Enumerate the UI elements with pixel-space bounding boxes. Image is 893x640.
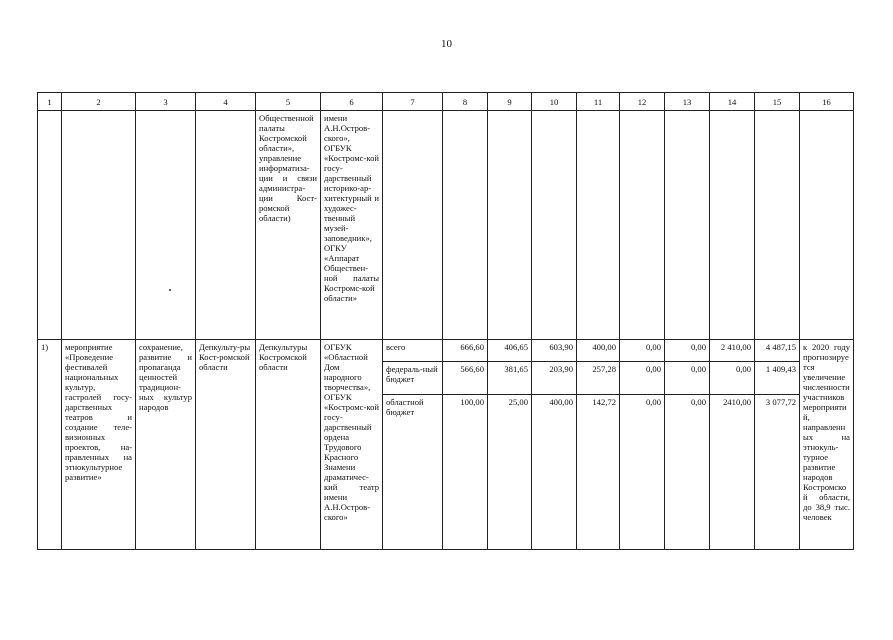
funding-total: 3 077,72 [765,397,796,407]
column-number: 15 [755,93,800,111]
funding-value: 603,90 [532,340,576,362]
page-number: 10 [441,38,452,50]
funding-value: 0,00 [690,397,706,407]
funding-total: 1 409,43 [755,362,799,395]
participants: ОГБУК «Областной Дом народного творчества», ОГБУК «Костромс-кой госу-дарственный ордена Трудового Красного Знамени драматичес-кий театр имени А.Н.Остров-ского» [321,340,383,550]
continued-row [38,111,854,340]
funding-total: 4 487,15 [755,340,799,362]
row-number: 1) [38,340,62,550]
funding-source: всего [383,340,442,362]
funding-value: 666,60 [443,340,487,362]
column-number: 14 [710,93,755,111]
table-cell: Общественной палаты Костромской области», управление информатиза-ции и связи администра-ции Кост-ромской области) [256,111,321,340]
column-number: 5 [256,93,321,111]
funding-value: 100,00 [460,397,484,407]
program-table [37,92,854,550]
expected-result: к 2020 году прогнозируется увеличение численности участников мероприятий, направленных на этнокуль-турное развитие народов Костромской области, до 38,9 тыс. человек [800,340,854,550]
funding-value: 0,00 [620,340,664,362]
funding-value: 2410,00 [723,397,751,407]
funding-value: 0,00 [710,362,754,395]
table-row [38,340,854,550]
funding-source: областной бюджет [386,397,424,417]
funding-value: 142,72 [592,397,616,407]
co-executor: Депкультуры Костромской области [256,340,321,550]
column-number: 7 [383,93,443,111]
column-number: 2 [62,93,136,111]
funding-value: 0,00 [665,340,709,362]
responsible-executor: Депкульту-ры Кост-ромской области [196,340,256,550]
column-number: 9 [488,93,532,111]
column-number: 16 [800,93,854,111]
funding-value: 566,60 [443,362,487,395]
funding-value: 381,65 [488,362,531,395]
column-number: 8 [443,93,488,111]
column-number: 13 [665,93,710,111]
funding-value: 400,00 [549,397,573,407]
funding-value: 0,00 [620,362,664,395]
column-number: 6 [321,93,383,111]
column-number-row [38,93,854,111]
funding-value: 0,00 [645,397,661,407]
column-number: 10 [532,93,577,111]
table-cell: имени А.Н.Остров-ского», ОГБУК «Костромс-кой госу-дарственный историко-ар-хитектурный и художес-твенный музей-заповедник», ОГКУ «Аппарат Обществен-ной палаты Костромс-кой области» [321,111,383,340]
funding-source-cell [383,340,443,550]
column-number: 1 [38,93,62,111]
funding-value: 257,28 [577,362,619,395]
measure-goal: сохранение, развитие и пропаганда ценностей традицион-ных культур народов [136,340,196,550]
funding-value: 0,00 [665,362,709,395]
scan-speck [169,289,171,291]
funding-source: федераль-ный бюджет [383,362,442,395]
column-number: 11 [577,93,620,111]
funding-value: 203,90 [532,362,576,395]
column-number: 3 [136,93,196,111]
funding-value: 25,00 [508,397,528,407]
funding-value: 2 410,00 [710,340,754,362]
funding-value: 406,65 [488,340,531,362]
column-number: 4 [196,93,256,111]
measure-name: мероприятие «Проведение фестивалей национальных культур, гастролей госу-дарственных театров и создание теле-визионных проектов, на-правленных на этнокультурное развитие» [62,340,136,550]
column-number: 12 [620,93,665,111]
funding-value: 400,00 [577,340,619,362]
